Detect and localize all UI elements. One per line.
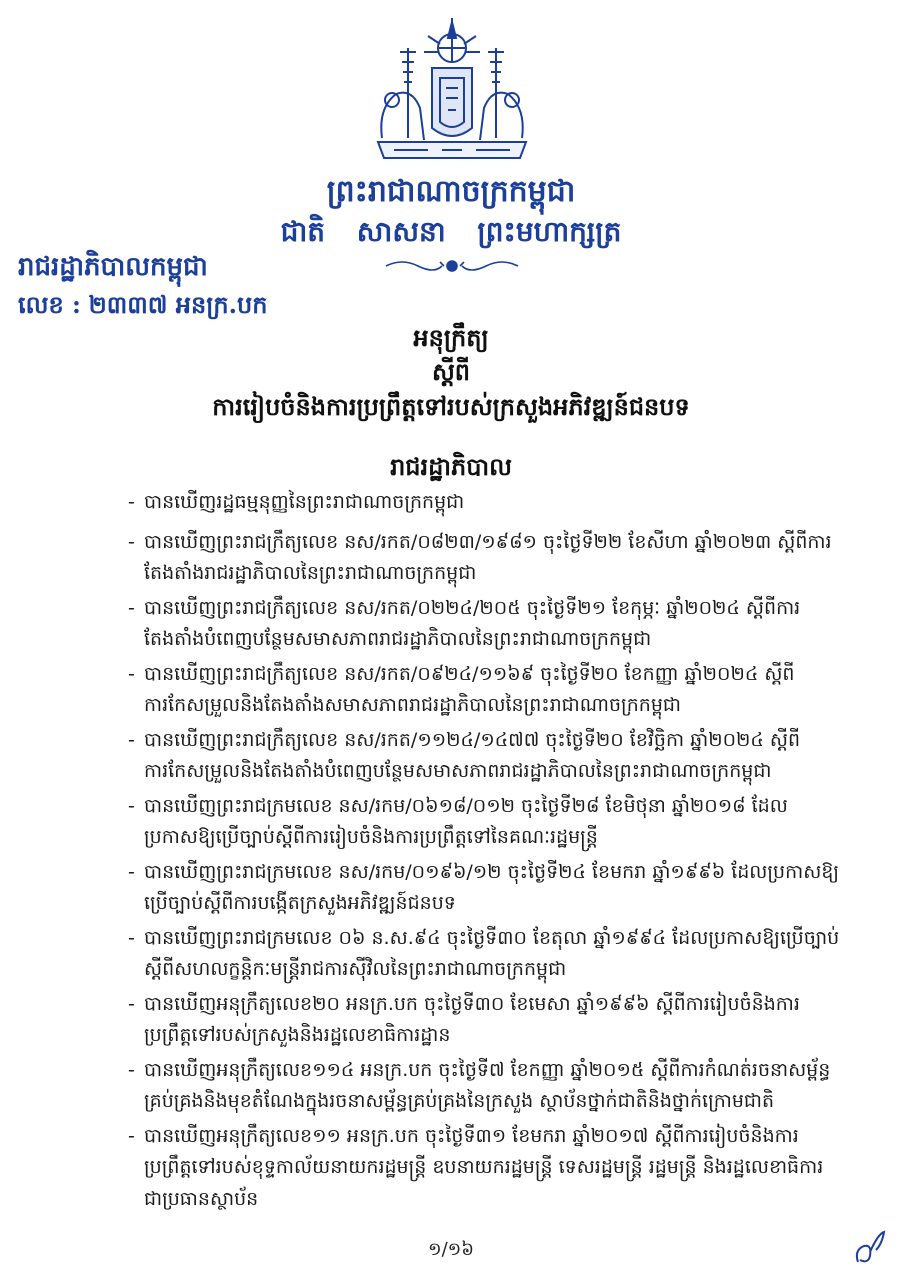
list-item: - បានឃើញរដ្ឋធម្មនុញ្ញនៃព្រះរាជាណាចក្រកម្ពុជា (128, 487, 840, 519)
issuing-government: រាជរដ្ឋាភិបាលកម្ពុជា (18, 252, 208, 282)
list-item: - បានឃើញព្រះរាជក្រឹត្យលេខ នស/រកត/០២២៤/២០៥ ចុះថ្ងៃទី២១ ខែកុម្ភៈ ឆ្នាំ២០២៤ ស្តីពីការតែងតាំងបំពេញបន្ថែមសមាសភាពរាជរដ្ឋាភិបាលនៃព្រះរាជាណាចក្រកម្ពុជា (128, 593, 840, 656)
page-number: ១/១៦ (427, 1239, 475, 1260)
list-item: - បានឃើញព្រះរាជក្រមលេខ នស/រកម/០១៩៦/១២ ចុះថ្ងៃទី២៤ ខែមករា ឆ្នាំ១៩៩៦ ដែលប្រកាសឱ្យប្រើច្បាប់ស្តីពីការបង្កើតក្រសួងអភិវឌ្ឍន៍ជនបទ (128, 857, 840, 920)
document-subject: ការរៀបចំនិងការប្រព្រឹត្តទៅរបស់ក្រសួងអភិវឌ្ឍន៍ជនបទ (212, 392, 690, 421)
reference-number (18, 290, 267, 325)
preamble-clauses (128, 487, 840, 1215)
reference-value: ២៣៣៧ អនក្រ.បក (88, 290, 268, 319)
list-item: - បានឃើញព្រះរាជក្រមលេខ នស/រកម/០៦១៨/០១២ ចុះថ្ងៃទី២៨ ខែមិថុនា ឆ្នាំ២០១៨ ដែលប្រកាសឱ្យប្រើច្បាប់ស្តីពីការរៀបចំនិងការប្រព្រឹត្តទៅនៃគណៈរដ្ឋមន្ត្រី (128, 791, 840, 854)
handwritten-initial-icon (852, 1228, 888, 1268)
document-type: អនុក្រឹត្យ (413, 323, 489, 352)
list-item: - បានឃើញព្រះរាជក្រឹត្យលេខ នស/រកត/១១២៤/១៤៧៧ ចុះថ្ងៃទី២០ ខែវិច្ឆិកា ឆ្នាំ២០២៤ ស្តីពីការកែសម្រួលនិងតែងតាំងបំពេញបន្ថែមសមាសភាពរាជរដ្ឋាភិបាលនៃព្រះរាជាណាចក្រកម្ពុជា (128, 725, 840, 788)
royal-arms-icon (368, 18, 536, 168)
kingdom-name: ព្រះរាជាណាចក្រកម្ពុជា (326, 174, 576, 209)
national-motto: ជាតិ សាសនា ព្រះមហាក្សត្រ (280, 215, 622, 248)
list-item: - បានឃើញអនុក្រឹត្យលេខ២០ អនក្រ.បក ចុះថ្ងៃទី៣០ ខែមេសា ឆ្នាំ១៩៩៦ ស្តីពីការរៀបចំនិងការប្រព្រឹត្តទៅរបស់ក្រសួងនិងរដ្ឋលេខាធិការដ្ឋាន (128, 989, 840, 1052)
reference-label: លេខ : (18, 290, 81, 319)
list-item: - បានឃើញអនុក្រឹត្យលេខ១១ អនក្រ.បក ចុះថ្ងៃទី៣១ ខែមករា ឆ្នាំ២០១៧ ស្តីពីការរៀបចំនិងការប្រព្រឹត្តទៅរបស់ខុទ្ទកាល័យនាយករដ្ឋមន្ត្រី ឧបនាយករដ្ឋមន្ត្រី ទេសរដ្ឋមន្ត្រី រដ្ឋមន្ត្រី និងរដ្ឋលេខាធិការជាប្រធានស្ថាប័ន (128, 1121, 840, 1216)
list-item: - បានឃើញព្រះរាជក្រឹត្យលេខ នស/រកត/០៨២៣/១៩៨១ ចុះថ្ងៃទី២២ ខែសីហា ឆ្នាំ២០២៣ ស្តីពីការតែងតាំងរាជរដ្ឋាភិបាលនៃព្រះរាជាណាចក្រកម្ពុជា (128, 527, 840, 590)
decorative-divider-icon (382, 256, 522, 276)
list-item: - បានឃើញអនុក្រឹត្យលេខ១១៤ អនក្រ.បក ចុះថ្ងៃទី៧ ខែកញ្ញា ឆ្នាំ២០១៥ ស្តីពីការកំណត់រចនាសម្ព័ន្ធគ្រប់គ្រងនិងមុខតំណែងក្នុងរចនាសម្ព័ន្ធគ្រប់គ្រងនៃក្រសួង ស្ថាប័នថ្នាក់ជាតិនិងថ្នាក់ក្រោមជាតិ (128, 1055, 840, 1118)
title-on: ស្តីពី (431, 357, 471, 386)
list-item: - បានឃើញព្រះរាជក្រមលេខ ០៦ ន.ស.៩៤ ចុះថ្ងៃទី៣០ ខែតុលា ឆ្នាំ១៩៩៤ ដែលប្រកាសឱ្យប្រើច្បាប់ស្តីពីសហលក្ខន្តិកៈមន្ត្រីរាជការស៊ីវិលនៃព្រះរាជាណាចក្រកម្ពុជា (128, 923, 840, 986)
issuing-authority: រាជរដ្ឋាភិបាល (390, 452, 512, 481)
list-item: - បានឃើញព្រះរាជក្រឹត្យលេខ នស/រកត/០៩២៤/១១៦៩ ចុះថ្ងៃទី២០ ខែកញ្ញា ឆ្នាំ២០២៤ ស្តីពីការកែសម្រួលនិងតែងតាំងសមាសភាពរាជរដ្ឋាភិបាលនៃព្រះរាជាណាចក្រកម្ពុជា (128, 659, 840, 722)
